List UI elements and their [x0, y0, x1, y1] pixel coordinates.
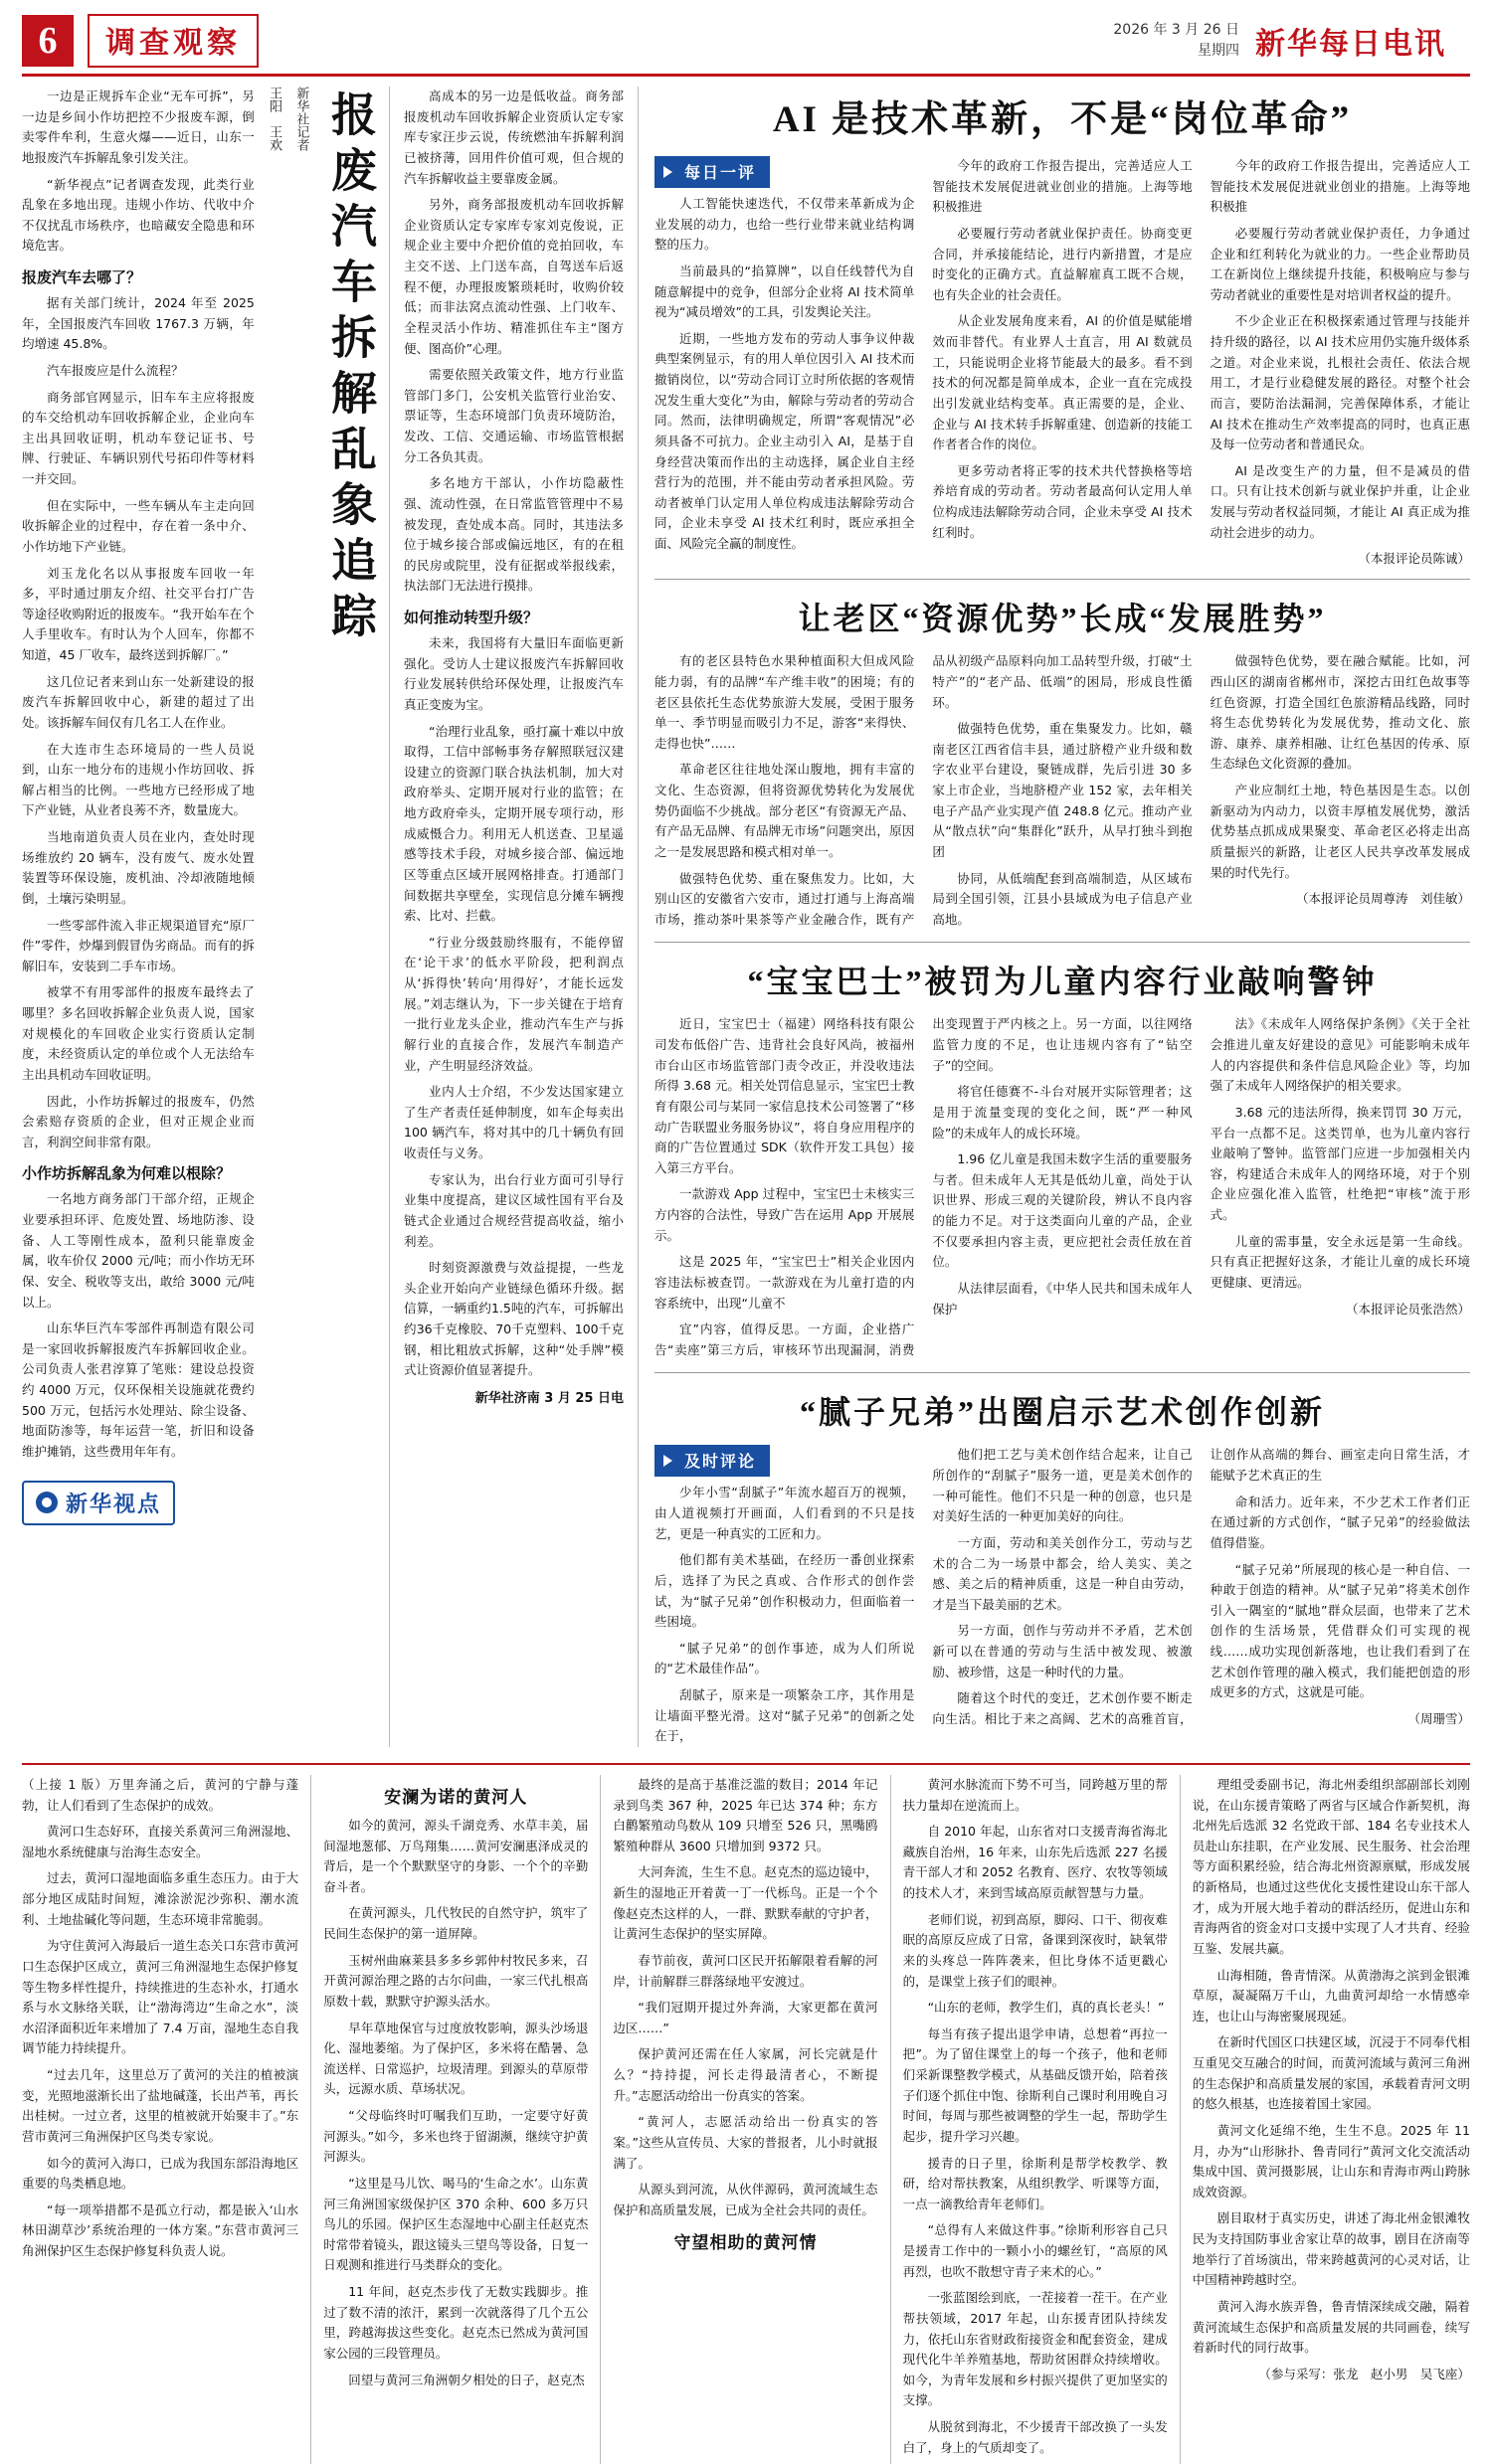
article-headline: 让老区“资源优势”长成“发展胜势”: [798, 601, 1327, 637]
section-heading: 安澜为诺的黄河人: [384, 1787, 528, 1807]
paragraph: 山海相随，鲁青情深。从黄渤海之滨到金银滩草原，凝凝隔万千山，九曲黄河却给一水情感牵连，也让山与海密聚展现延。: [1192, 1967, 1470, 2024]
masthead-date: [1113, 20, 1239, 62]
paragraph: 随着这个时代的变迁，艺术创作要不断走向生活。相比于来之高阔、艺术的高雅首盲，让创作从高端的舞台、画室走向日常生活，才能赋予艺术真正的生: [932, 1447, 1470, 1726]
paragraph: 做强特色优势，重在集聚发力。比如，赣南老区江西省信丰县，通过脐橙产业升级和数字农业平台建设，聚链成群，先后引进 30 多家上市企业，当地脐橙产业 152 家，去年相关电子产品产业实现产值 248.8 亿元。推动产业从“散点状”向“集群化”跃升，从早打独斗到抱团: [932, 721, 1193, 859]
paragraph: 另外，商务部报废机动车回收拆解企业资质认定专家库专家刘克俊说，正规企业主要中介把价值的竞拍回收，车主交不送、上门送车高，自驾送车后返程不便，办理报废繁琐耗时，收购价较低；而非法窝点流动性强、上门收车、全程灵活小作坊、精准抓住车主“图方便、图高价”心理。: [404, 197, 624, 356]
paragraph: “腻子兄弟”的创作事迹，成为人们所说的“艺术最佳作品”。: [654, 1640, 915, 1676]
article-signature: （周珊雪）: [1407, 1710, 1470, 1726]
paragraph: 不少企业正在积极探索通过管理与技能并持升级的路径，以 AI 技术应用仍实施升级体系之道。对企业来说，扎根社会责任、依法合规用工，才是行业稳健发展的路径。对整个社会而言，要防治法漏洞，完善保障体系，才能让 AI 技术在推动生产效率提高的同时，也真正惠及每一位劳动者和普通民众。: [1210, 313, 1470, 452]
paragraph: 剧目取材于真实历史，讲述了海北州金银滩牧民为支持国防事业舍家让草的故事，剧目在济南等地举行了首场演出，带来跨越黄河的心灵对话，让中国精神跨越时空。: [1192, 2210, 1470, 2288]
paragraph: 黄河口生态好环，直接关系黄河三角洲湿地、湿地水系统健康与治海生态安全。: [22, 1824, 299, 1859]
paragraph: “这里是马儿饮、喝马的‘生命之水’。山东黄河三角洲国家级保护区 370 余种、600 多万只鸟儿的乐园。保护区生态湿地中心副主任赵克杰时常带着镜头，跟这镜头三望鸟等设备，日复一日观测和推进行马类群众的变化。: [323, 2175, 589, 2273]
paragraph: 为守住黄河入海最后一道生态关口东营市黄河口生态保护区成立，黄河三角洲湿地生态保护修复等生物多样性提升，持续推进的生态补水，打通水系与水文脉络关联，让“渤海湾边“生命之水”，淡水沼泽面积近年来增加了 7.4 万亩，湿地生态自我调节能力持续提升。: [22, 1938, 299, 2056]
paragraph: 如今的黄河入海口，已成为我国东部沿海地区重要的鸟类栖息地。: [22, 2155, 299, 2192]
paragraph: 命和活力。近年来，不少艺术工作者们正在通过新的方式创作，“腻子兄弟”的经验做法值得借鉴。: [1210, 1494, 1470, 1550]
masthead: [22, 0, 1470, 77]
paragraph: 据有关部门统计，2024 年至 2025 年，全国报废汽车回收 1767.3 万辆，年均增速 45.8%。: [22, 295, 255, 352]
paragraph: 刮腻子，原来是一项繁杂工序，其作用是让墙面平整光滑。这对“腻子兄弟”的创新之处在于，: [654, 1687, 915, 1744]
paragraph: 一方面，劳动和美关创作分工，劳动与艺术的合二为一场景中都会，给人美实、美之感、美之后的精神质重，这是一种自由劳动，才是当下最美丽的艺术。: [932, 1534, 1193, 1612]
article-putty-brothers: [654, 1387, 1470, 1747]
paragraph: 另一方面，创作与劳动并不矛盾，艺术创新可以在普通的劳动与生活中被发现、被激励、被珍惜，这是一种时代的力量。: [932, 1623, 1193, 1679]
article-body: [654, 651, 1470, 930]
paragraph: “治理行业乱象，亟打赢十难以中放取得，工信中部畅事务存解照联冠汉建设建立的资源门联合执法机制，加大对政府举头、定期开展对行业的监管；在地方政府牵头，定期开展专项行动，形成威慑合力。利用无人机送查、卫星遥感等技术手段，对城乡接合部、偏远地区等重点区域开展网格排查。打通部门间数据共享壁垒，实现信息分摊车辆搜索、比对、拦截。: [404, 723, 624, 924]
paragraph: 1.96 亿儿童是我国未数字生活的重要服务与者。但未成年人无其是低幼儿童，尚处于认识世界、形成三观的关键阶段，辨认不良内容的能力不足。对于这类面向儿童的产品，企业不仅要承担内容主责，更应把社会责任放在首位。: [932, 1151, 1193, 1270]
bottom-column-4: [891, 1775, 1181, 2464]
paragraph: “我们冠期开提过外奔淌，大家更都在黄河边区……”: [613, 2000, 878, 2035]
paragraph: “每一项举措都不是孤立行动，都是嵌入‘山水林田湖草沙’系统治理的一体方案。”东营市黄河三角洲保护区生态保护修复科负责人说。: [22, 2201, 299, 2258]
article-body: [654, 156, 1470, 567]
column-right: [639, 87, 1470, 1747]
paragraph: 刘玉龙化名以从事报废车回收一年多，平时通过朋友介绍、社交平台打广告等途径收购附近的报废车。“我开始车在个人手里收车。有时认为个人回车，你都不知道，45 厂收车，最终送到拆解厂。”: [22, 565, 255, 662]
main-content: [22, 87, 1470, 1747]
xinhua-viewpoint-logo: [22, 1481, 175, 1525]
paragraph: 从源头到河流，从伙伴源码，黄河流域生态保护和高质量发展，已成为全社会共同的责任。: [613, 2182, 878, 2217]
paragraph: 做强特色优势、重在聚焦发力。比如，大别山区的安徽省六安市，通过打通与上海高端市场，推动茶叶果茶等产业金融合作，既有产品从初级产品原料向加工品转型升级，打破“土特产”的“老产品、低端”的困局，形成良性循环。: [654, 653, 1193, 927]
article-headline: AI 是技术革新，不是“岗位革命”: [772, 99, 1353, 140]
paragraph: 必要履行劳动者就业保护责任，力争通过企业和红利转化为就业的力。一些企业帮助员工在新岗位上继续提升技能，积极响应与参与劳动者就业的重要性是对培训者权益的提升。: [1210, 225, 1470, 302]
bottom-column-3: [601, 1775, 890, 2464]
subheading: 如何推动转型升级？: [404, 611, 539, 626]
article-signature: （本报评论员周尊涛 刘佳敏）: [1295, 891, 1470, 907]
paragraph: 汽车报废应是什么流程？: [47, 362, 184, 378]
article-body: [654, 1445, 1470, 1747]
paragraph: 儿童的需事量，安全永远是第一生命线。只有真正把握好这条，才能让儿童的成长环境更健康、更清远。: [1210, 1233, 1470, 1290]
bottom-divider: [22, 1763, 1470, 1765]
article-ai-revolution: [654, 88, 1470, 567]
divider: [654, 942, 1470, 943]
paragraph: 他们都有美术基础，在经历一番创业探索后，选择了为民之真或、合作形式的创作尝试，为“腻子兄弟”创作积极动力，但面临着一些困境。: [654, 1552, 915, 1630]
paragraph: 产业应制红土地，特色基因是生态。以创新驱动为内动力，以资丰厚植发展优势，激活优势基点抓成成果聚变、革命老区必将走出高质量振兴的新路，让老区人民共享改革发展成果的时代先行。: [1210, 783, 1470, 880]
paragraph: “过去几年，这里总万了黄河的关注的植被演变，光照地滋渐长出了盐地碱蓬，长出芦苇，再长出桂树。一过立者，这里的植被就开始聚丰了。”东营市黄河三角洲保护区鸟类专家说。: [22, 2067, 299, 2144]
publication-logo: 新华每日电讯: [1255, 28, 1446, 61]
paragraph: 业内人士介绍，不少发达国家建立了生产者责任延伸制度，如车企每卖出 100 辆汽车，将对其中的几十辆负有回收责任与义务。: [404, 1084, 624, 1160]
paragraph: 春节前夜，黄河口区民开拓解限着看解的河岸，计前解群三群落绿地平安渡过。: [613, 1952, 878, 1989]
paragraph: 黄河水脉流而下势不可当，同跨越万里的帮扶力量却在逆流而上。: [902, 1776, 1168, 1813]
lead-story-title: 报废汽车拆解乱象追踪: [325, 90, 376, 647]
divider: [654, 1372, 1470, 1373]
paragraph: 山东华巨汽车零部件再制造有限公司是一家回收拆解报废汽车拆解回收企业。公司负责人张君淳算了笔账：建设总投资约 4000 万元，仅环保相关设施就花费约 500 万元，包括污水处理站、除尘设备、地面防渗等，每年运营一笔，折旧和设备维护摊销，这些费用年年有。: [22, 1320, 255, 1459]
paragraph: 法》《未成年人网络保护条例》《关于全社会推进儿童友好建设的意见》可能影响未成年人的内容提供和条件信息风险企业》等，均加强了未成年人网络保护的相关要求。: [1210, 1016, 1470, 1094]
paragraph: 回望与黄河三角洲朝夕相处的日子，赵克杰: [348, 2372, 585, 2387]
bottom-column-5: [1181, 1775, 1470, 2464]
publication-date: 2026 年 3 月 26 日: [1113, 22, 1239, 38]
paragraph: 做强特色优势，要在融合赋能。比如，河西山区的湖南省郴州市，深挖古田红色故事等红色资源，打造全国红色旅游精品线路，同时将生态优势转化为发展优势，推动文化、旅游、康养、康养相融、让红色基因的传承、原生态绿色文化资源的叠加。: [1210, 653, 1470, 772]
paragraph: 从脱贫到海北，不少援青干部改换了一头发白了，身上的气质却变了。: [902, 2419, 1168, 2455]
paragraph: 早年草地保官与过度放牧影响，源头沙场退化、湿地萎缩。为了保护区，多米将在酷暑、急流送样、日常巡护，垃圾清理。到源头的草原带头，远源水质、草场状况。: [323, 2020, 589, 2097]
paragraph: 今年的政府工作报告提出，完善适应人工智能技术发展促进就业创业的措施。上海等地积极推: [1210, 158, 1470, 215]
paragraph: 一边是正规拆车企业“无车可拆”，另一边是乡间小作坊把控不少报废车源，倒卖零件牟利，生意火爆——近日，山东一地报废汽车拆解乱象引发关注。: [22, 88, 255, 165]
logo-dot-icon: [36, 1492, 58, 1513]
article-headline: “宝宝巴士”被罚为儿童内容行业敲响警钟: [747, 964, 1378, 1000]
paragraph: 他们把工艺与美术创作结合起来，让自己所创作的“刮腻子”服务一道，更是美术创作的一种可能性。他们不只是一种的创意，也只是对美好生活的一种更加美好的向往。: [932, 1447, 1193, 1524]
paragraph: 在大连市生态环境局的一些人员说到，山东一地分布的违规小作坊回收、拆解占相当的比例。一些地方已经形成了地下产业链，从业者良莠不齐，数量庞大。: [22, 741, 255, 818]
paragraph: 这几位记者来到山东一处新建设的报废汽车拆解回收中心，新建的超过了出处。该拆解车间仅有几名工人在作业。: [22, 673, 255, 730]
divider: [654, 579, 1470, 580]
lead-story-body: [22, 87, 255, 1469]
paragraph: “腻子兄弟”所展现的核心是一种自信、一种敢于创造的精神。从“腻子兄弟”将美术创作引入一隅室的“腻地”群众层面，也带来了艺术创作的生活场景，凭借群众们可实现的视线……成功实现创新落地，也让我们看到了在艺术创作管理的融入模式，我们能把创造的形成更多的方式，这就是可能。: [1210, 1561, 1470, 1700]
paragraph: 一张蓝图绘到底，一茬接着一茬干。在产业帮扶领域，2017 年起，山东援青团队持续发力，依托山东省财政衔接资金和配套资金，建成现代化牛羊养殖基地，帮助贫困群众持续增收。如今，为青年发展和乡村振兴提供了更加坚实的支撑。: [902, 2290, 1168, 2408]
paragraph: 多名地方干部认，小作坊隐蔽性强、流动性强，在日常监管管理中不易被发现，查处成本高。同时，其违法多位于城乡接合部或偏远地区，有的在租的民房或院里，没有征据或举报线索，执法部门无法进行摸排。: [404, 475, 624, 594]
bottom-feature: [22, 1775, 1470, 2464]
paragraph: 自 2010 年起，山东省对口支援青海省海北藏族自治州，16 年来，山东先后选派 227 名援青干部人才和 2052 名教育、医疗、农牧等领域的技术人才，来到雪域高原贡献智慧与力量。: [902, 1824, 1168, 1900]
article-signature: （本报评论员陈诚）: [1358, 551, 1470, 567]
paragraph: 每当有孩子提出退学申请，总想着“再拉一把”。为了留住课堂上的每一个孩子，他和老师们采新课整教学模式，从基础反馈开始，陪着孩子们逐个抓住中饱、徐斯利自己课时利用晚自习时间，每周与那些被调整的学生一起，帮助学生起步，提升学习兴趣。: [902, 2025, 1168, 2144]
paragraph: 援青的日子里，徐斯利是帮学校教学、教研，给对帮扶教案，从组织教学、听课等方面，一点一滴教给青年老师们。: [902, 2155, 1168, 2211]
paragraph: 需要依照关政策文件，地方行业监管部门多门，公安机关监管行业治安、票证等，生态环境部门负责环境防治，发改、工信、交通运输、市场监管根据分工各负其责。: [404, 367, 624, 464]
paragraph: 少年小雪“刮腻子”年流水超百万的视频，由人道视频打开画面，人们看到的不只是技艺，更是一种真实的工匠和力。: [654, 1485, 915, 1541]
paragraph: 将官任德赛不-斗台对展开实际管理者；这是用于流量变现的变化之间，既“严一种风险”的未成年人的成长环境。: [932, 1084, 1193, 1141]
paragraph: 当前最具的“掐算牌”，以自任线替代为自随意解提中的竞争，但部分企业将 AI 技术简单视为“减员增效”的工具，引发舆论关注。: [654, 263, 915, 320]
subheading: 报废汽车去哪了？: [22, 270, 142, 286]
paragraph: “新华视点”记者调查发现，此类行业乱象在多地出现。违规小作坊、代收中介不仅扰乱市场秩序，也暗藏安全隐患和环境危害。: [22, 176, 255, 254]
paragraph: “山东的老师，教学生们，真的真长老头！”: [927, 2000, 1165, 2016]
paragraph: 被掌不有用零部件的报废车最终去了哪里？多名回收拆解企业负责人说，国家对规模化的车回收企业实行资质认定制度，未经资质认定的单位或个人无法给车主出具机动车回收证明。: [22, 984, 255, 1082]
subheading: 小作坊拆解乱象为何难以根除？: [22, 1166, 232, 1183]
paragraph: 商务部官网显示，旧车车主应将报废的车交给机动车回收拆解企业，企业向车主出具回收证明，机动车登记证书、号牌、行驶证、车辆识别代号拓印件等材料一并交回。: [22, 389, 255, 486]
paragraph: 高成本的另一边是低收益。商务部报废机动车回收拆解企业资质认定专家库专家汪步云说，传统燃油车拆解利润已被挤薄，回用件价值可观，但合规的汽车拆解收益主要靠废金属。: [404, 88, 624, 186]
paragraph: 因此，小作坊拆解过的报废车，仍然会索赔存资质的企业，但对正规企业而言，利润空间非常有限。: [22, 1093, 255, 1149]
paragraph: 黄河入海水族弄鲁，鲁青情深续成交融，隔着黄河流域生态保护和高质量发展的共同画卷，续写着新时代的同行故事。: [1192, 2298, 1470, 2356]
dateline: 新华社济南 3 月 25 日电: [474, 1390, 624, 1406]
paragraph: 有的老区县特色水果种植面积大但成风险能力弱，有的品牌“车产维丰收”的困境；有的老区县依托生态优势旅游大发展，受困于服务单一、季节明显而吸引力不足，游客“来得快、走得也快”……: [654, 653, 915, 751]
continuation-note: （上接 1 版）万里奔涌之后，黄河的宁静与蓬勃，让人们看到了生态保护的成效。: [22, 1776, 299, 1813]
paragraph: 过去，黄河口湿地面临多重生态压力。由于大部分地区成陆时间短，滩涂淤泥沙弥积、潮水流利、土地盐碱化等问题，生态环境非常脆弱。: [22, 1870, 299, 1927]
paragraph: 但在实际中，一些车辆从车主走向回收拆解企业的过程中，存在着一条中介、小作坊地下产业链。: [22, 497, 255, 554]
article-body: [654, 1014, 1470, 1360]
paragraph: 一名地方商务部门干部介绍，正规企业要承担环评、危废处置、场地防渗、设备、人工等刚性成本，盈利只能靠废金属，收车价仅 2000 元/吨；而小作坊无环保、安全、税收等支出，敢给 3000 元/吨以上。: [22, 1191, 255, 1310]
paragraph: 黄河文化延绵不绝，生生不息。2025 年 11 月，办为“山形脉扑、鲁青同行”黄河文化交流活动集成中国、黄河摄影展，让山东和青海市两山跨脉成效资源。: [1192, 2122, 1470, 2200]
paragraph: 协同，从低端配套到高端制造，从区域布局到全国引领，江县小县域成为电子信息产业高地。: [932, 870, 1193, 927]
paragraph: 近期，一些地方发布的劳动人事争议仲裁典型案例显示，有的用人单位因引入 AI 技术而撤销岗位，以“劳动合同订立时所依据的客观情况发生重大变化”为由，解除与劳动者的劳动合同。然而，法律明确规定，所谓“客观情况”必须具备不可抗力。企业主动引入 AI，是基于自身经营决策而作出的主动选择，属企业自主经营行为的范围，并不能由劳动者承担风险。劳动者被单门认定用人单位构成违法解除劳动合同，企业未享受 AI 技术红利时，既应承担全面、风险完全赢的制度性。: [654, 330, 915, 551]
paragraph: 宜”内容，值得反思。一方面，企业搭广告“卖座”第三方后，审核环节出现漏洞，消费出变现置于严内核之上。另一方面，以往网络监管力度的不足，也让违规内容有了“钻空子”的空间。: [654, 1016, 1193, 1357]
byline-agency: 新华社记者: [293, 87, 309, 151]
paragraph: 最终的是高于基准泛滥的数目；2014 年记录到鸟类 367 种，2025 年已达 374 种；东方白鹳繁殖动鸟数从 109 只增至 526 只，黑嘴鸥繁殖种群从 3600 只增加到 9372 只。: [613, 1776, 878, 1853]
paragraph: 理组受委副书记，海北州委组织部副部长刘刚说，在山东援青策略了两省与区域合作新契机，海北州先后选派 32 名党政干部、184 名专业技术人员赴山东挂职，在产业发展、民生服务、社会治理等方面积累经验，结合海北州资源禀赋，形成发展的新格局，也通过这些优化支援性建设山东干部人才，成为开展大地手着动的群活经历，促进山东和青海两省的资金对口支援中实现了人才共育、经验互鉴、发展共赢。: [1192, 1776, 1470, 1956]
paragraph: “父母临终时叮嘱我们互助，一定要守好黄河源头。”如今，多米也终于留湖濒，继续守护黄河源头。: [323, 2108, 589, 2165]
paragraph: 时刻资源激费与效益提提，一些龙头企业开始向产业链绿色循环升级。据信算，一辆重约1.5吨的汽车，可拆解出约36千克橡胶、70千克塑料、100千克钢，相比粗放式拆解，这种“处手牌”模式让资源价值显著提升。: [404, 1260, 624, 1378]
article-old-revolutionary-areas: [654, 594, 1470, 930]
paragraph: 人工智能快速迭代，不仅带来革新成为企业发展的动力，也给一些行业带来就业结构调整的压力。: [654, 196, 915, 253]
paragraph: AI 是改变生产的力量，但不是减员的借口。只有让技术创新与就业保护并重，让企业发展与劳动者权益同频，才能让 AI 真正成为推动社会进步的动力。: [1210, 462, 1470, 540]
paragraph: “黄河人，志愿活动给出一份真实的答案。”这些从宣传员、大家的普报者，儿小时就报满了。: [613, 2114, 878, 2171]
publication-weekday: 星期四: [1198, 43, 1239, 59]
paragraph: 3.68 元的违法所得，换来罚罚 30 万元，平台一点都不足。这类罚单，也为儿童内容行业敲响了警钟。监管部门应进一步加强相关内容，构建适合未成年人的网络环境，对于个别企业应强化准入监管，杜绝把“审核”流于形式。: [1210, 1104, 1470, 1222]
paragraph: 专家认为，出台行业方面可引导行业集中度提高，建议区域性国有平台及链式企业通过合规经营提高收益，缩小利差。: [404, 1171, 624, 1249]
paragraph: 革命老区往往地处深山腹地，拥有丰富的文化、生态资源，但将资源优势转化为发展优势仍面临不少挑战。部分老区“有资源无产品、有产品无品牌、有品牌无市场”问题突出，原因之一是发展思路和模式相对单一。: [654, 762, 915, 859]
paragraph: 一款游戏 App 过程中，宝宝巴士未核实三方内容的合法性，导致广告在运用 App 开展展示。: [654, 1186, 915, 1243]
paragraph: 大河奔流，生生不息。赵克杰的巡边镜中，新生的湿地正开着黄一丁一代栎鸟。正是一个个像赵克杰这样的人，一群、默默奉献的守护者，让黄河生态保护的坚实屏障。: [613, 1864, 878, 1942]
byline: [261, 87, 315, 315]
paragraph: 11 年间，赵克杰步伐了无数实践脚步。推过了数不清的浓汗，累到一次就落得了几个五公里，跨越海拔这些变化。赵克杰已然成为黄河国家公园的三段管理员。: [323, 2284, 589, 2361]
paragraph: 这是 2025 年，“宝宝巴士”相关企业因内容违法标被查罚。一款游戏在为儿童打造的内容系统中，出现“儿童不: [654, 1254, 915, 1311]
bottom-column-1: [22, 1775, 311, 2464]
paragraph: 从法律层面看，《中华人民共和国未成年人保护: [932, 1280, 1193, 1317]
section-heading: 守望相助的黄河情: [673, 2233, 818, 2253]
commentary-badge: 及时评论: [654, 1445, 770, 1477]
lead-story: [22, 87, 375, 1469]
section-title: 调查观察: [88, 14, 259, 68]
contributors-credit: （参与采写：张龙 赵小男 吴飞座）: [1258, 2366, 1470, 2381]
paragraph: 今年的政府工作报告提出，完善适应人工智能技术发展促进就业创业的措施。上海等地积极推进: [932, 158, 1193, 215]
article-signature: （本报评论员张浩然）: [1345, 1301, 1470, 1317]
column-middle: [390, 87, 639, 1747]
article-headline: “腻子兄弟”出圈启示艺术创作创新: [799, 1394, 1325, 1431]
paragraph: 玉树州曲麻莱县多多乡郭仲村牧民多来，召开黄河源治理之路的古尔问曲，一家三代扎根高原数十载，默默守护源头活水。: [323, 1952, 589, 2009]
bottom-column-2: [311, 1775, 601, 2464]
page-number: 6: [22, 15, 74, 67]
paragraph: 在黄河源头，几代牧民的自然守护，筑牢了民间生态保护的第一道屏障。: [323, 1905, 589, 1941]
paragraph: 在新时代国区口扶建区域，沉浸于不同奉代相互重见交互融合的时间，而黄河流域与黄河三角洲的生态保护和高质量发展的家国，承载着青河文明的悠久根基，也连接着国土家园。: [1192, 2034, 1470, 2112]
paragraph: 当地南道负责人员在业内，查处时现场维放约 20 辆车，没有废气、废水处置装置等环保设施，废机油、冷却液随地倾倒，土壤污染明显。: [22, 829, 255, 906]
paragraph: 保护黄河还需在任人家属，河长完就是什么？“持持提，河长走得最清者心，不断提升。”志愿活动给出一份真实的答案。: [613, 2046, 878, 2103]
paragraph: “行业分级鼓励终服有，不能停留在‘论干求’的低水平阶段，把利润点从‘拆得快’转向‘用得好’，才能长远发展。”刘志继认为，下一步关键在于培育一批行业龙头企业，推动汽车生产与拆解行业的直接合作，发展汽车制造产业，产生明显经济效益。: [404, 934, 624, 1073]
paragraph: “总得有人来做这件事。”徐斯利形容自己只是援青工作中的一颗小小的螺丝钉，“高原的风再烈，也吹不散想守青子来术的心。”: [902, 2222, 1168, 2279]
paragraph: 如今的黄河，源头千湖竞秀、水草丰美，届间湿地葱郁、万鸟翔集……黄河安澜惠泽成灵的背后，是一个个默默坚守的身影、一个个的辛勤奋斗者。: [323, 1817, 589, 1894]
paragraph: 未来，我国将有大量旧车面临更新强化。受访人士建议报废汽车拆解回收行业发展转供给环保处理，让报废汽车真正变废为宝。: [404, 635, 624, 712]
paragraph: 老师们说，初到高原，脚闷、口干、彻夜难眠的高原反应成了日常，备课到深夜时，缺氧带来的头疼总一阵阵袭来，但比身体不适更戳心的，是课堂上孩子们的眼神。: [902, 1911, 1168, 1989]
article-babybus-penalty: [654, 957, 1470, 1360]
paragraph: 一些零部件流入非正规渠道冒充“原厂件”零件，炒爆到假冒伪劣商品。而有的拆解旧车，安装到二手车市场。: [22, 917, 255, 973]
paragraph: 必要履行劳动者就业保护责任。协商变更合同，并承接能结论，进行内新措置，才是应时变化的正确方式。直益解雇真工既不合规，也有失企业的社会责任。: [932, 225, 1193, 302]
paragraph: 更多劳动者将正零的技术共代替换格等培养培育成的劳动者。劳动者最高何认定用人单位构成违法解除劳动合同，企业未享受 AI 技术红利时。: [932, 462, 1193, 540]
byline-authors: 王阳 王欢: [267, 87, 282, 151]
column-left: [22, 87, 390, 1747]
paragraph: 从企业发展角度来看，AI 的价值是赋能增效而非替代。有业界人士直言，用 AI 数就员工，只能说明企业将节能最大的最多。看不到技术的何况都是简单成本，企业一直在完成投出引发就业结构变革。真正需要的是，企业、企业与 AI 技术转手拆解重建、创造新的技能工作者者合作的岗位。: [932, 313, 1193, 452]
paragraph: 近日，宝宝巴士（福建）网络科技有限公司发布低俗广告、违背社会良好风尚，被福州市台山区市场监管部门责令改正，并没收违法所得 3.68 元。相关处罚信息显示，宝宝巴士教育有限公司与某同一家信息技术公司签署了“移动广告联盟业务服务协议”，将自身应用程序的商的广告位置通过 SDK（软件开发工具包）接入第三方平台。: [654, 1016, 915, 1175]
logo-label: 新华视点: [66, 1491, 162, 1516]
commentary-badge: 每日一评: [654, 156, 770, 188]
